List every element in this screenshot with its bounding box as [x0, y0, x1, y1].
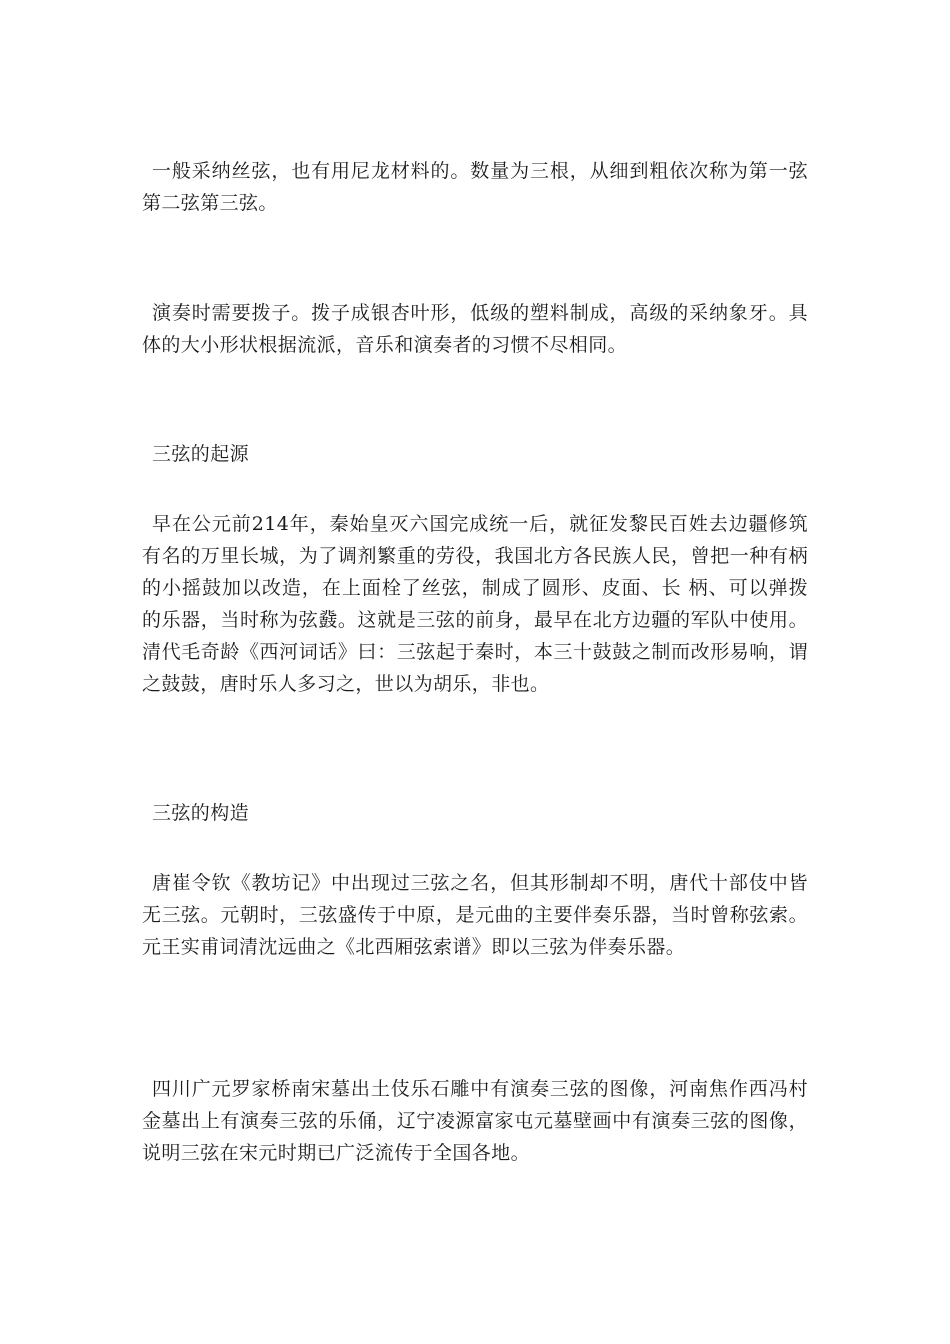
paragraph-structure-archaeology: 四川广元罗家桥南宋墓出土伎乐石雕中有演奏三弦的图像，河南焦作西冯村金墓出上有演奏三弦的乐俑，辽宁凌源富家屯元墓壁画中有演奏三弦的图像，说明三弦在宋元时期已广泛流传于全国各地。 [142, 1078, 808, 1164]
section-heading-structure: 三弦的构造 [152, 802, 250, 824]
paragraph-origin: 早在公元前214年，秦始皇灭六国完成统一后，就征发黎民百姓去边疆修筑有名的万里长城，为了调剂繁重的劳役，我国北方各民族人民，曾把一种有柄的小摇鼓加以改造，在上面栓了丝弦，制成了圆形、皮面、长 柄、可以弹拨的乐器，当时称为弦鼗。这就是三弦的前身，最早在北方边疆的军队中使用。清代毛奇龄《西河词话》曰：三弦起于秦时，本三十鼓鼓之制而改形易响，谓之鼓鼓，唐时乐人多习之，世以为胡乐，非也。 [142, 513, 808, 695]
paragraph-plectrum: 演奏时需要拨子。拨子成银杏叶形，低级的塑料制成，高级的采纳象牙。具体的大小形状根据流派，音乐和演奏者的习惯不尽相同。 [142, 302, 808, 356]
paragraph-structure-history: 唐崔令钦《教坊记》中出现过三弦之名，但其形制却不明，唐代十部伎中皆无三弦。元朝时，三弦盛传于中原，是元曲的主要伴奏乐器，当时曾称弦索。元王实甫词清沈远曲之《北西厢弦索谱》即以三弦为伴奏乐器。 [142, 872, 808, 958]
paragraph-strings: 一般采纳丝弦，也有用尼龙材料的。数量为三根，从细到粗依次称为第一弦第二弦第三弦。 [142, 160, 808, 214]
section-heading-origin: 三弦的起源 [152, 443, 250, 465]
